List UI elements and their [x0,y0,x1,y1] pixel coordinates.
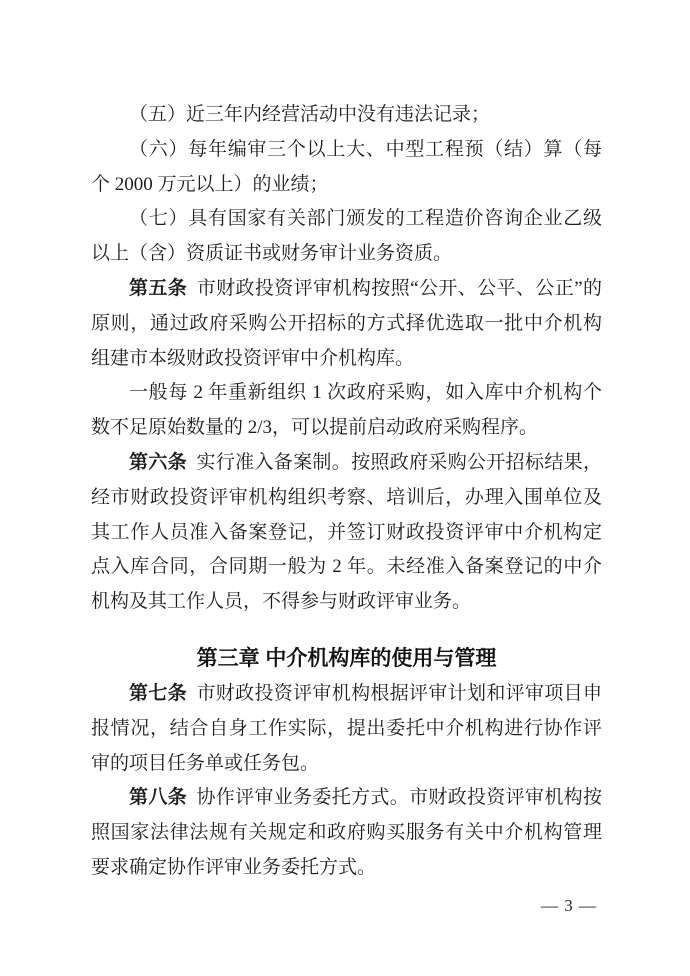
document-body [91,98,602,886]
paragraph [91,133,602,203]
paragraph [91,202,602,272]
paragraph-text: 一般每 2 年重新组织 1 次政府采购，如入库中介机构个数不足原始数量的 2/3，可以提前启动政府采购程序。 [91,382,602,439]
paragraph [91,446,602,620]
article-lead: 第七条 [129,682,187,704]
chapter-heading: 第三章 中介机构库的使用与管理 [196,646,497,670]
paragraph-text: （六）每年编审三个以上大、中型工程预（结）算（每个 2000 万元以上）的业绩； [91,138,602,195]
paragraph-text: 市财政投资评审机构按照“公开、公平、公正”的原则，通过政府采购公开招标的方式择优选取一批中介机构组建市本级财政投资评审中介机构库。 [91,277,602,369]
paragraph [91,677,602,781]
paragraph-text: 实行准入备案制。按照政府采购公开招标结果，经市财政投资评审机构组织考察、培训后，办理入围单位及其工作人员准入备案登记，并签订财政投资评审中介机构定点入库合同，合同期一般为 2 年。未经准入备案登记的中介机构及其工作人员，不得参与财政评审业务。 [91,451,602,613]
article-lead: 第八条 [129,787,187,809]
paragraph-text: （五）近三年内经营活动中没有违法记录； [129,104,491,125]
page-number: — 3 — [541,896,597,915]
paragraph-text: （七）具有国家有关部门颁发的工程造价咨询企业乙级以上（含）资质证书或财务审计业务资质。 [91,208,602,265]
article-lead: 第五条 [129,277,188,299]
paragraph-text: 协作评审业务委托方式。市财政投资评审机构按照国家法律法规有关规定和政府购买服务有关中介机构管理要求确定协作评审业务委托方式。 [91,787,602,878]
paragraph [91,98,602,133]
paragraph-text: 市财政投资评审机构根据评审计划和评审项目申报情况，结合自身工作实际，提出委托中介机构进行协作评审的项目任务单或任务包。 [91,682,602,774]
article-lead: 第六条 [129,451,187,473]
paragraph [91,272,602,376]
paragraph [91,376,602,446]
paragraph [91,781,602,885]
